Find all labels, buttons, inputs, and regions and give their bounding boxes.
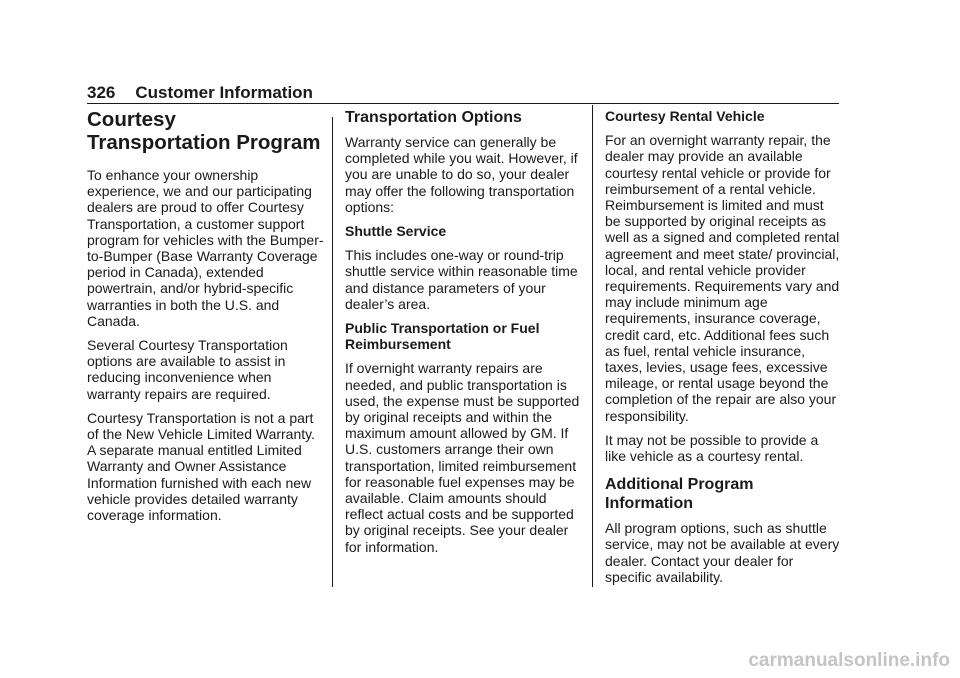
paragraph-warranty: Courtesy Transportation is not a part of the New Vehicle Limited Warranty. A separate manual entitled Limited Warranty and Owner Assistance Information furnished with each new vehicle provides detailed warranty coverage information.: [87, 409, 315, 524]
column-divider-left: [332, 117, 333, 587]
column-middle: [345, 108, 580, 563]
paragraph-courtesy-rental: For an overnight warranty repair, the dealer may provide an available courtesy rental vehicle or provide for reimbursement of a rental vehicle. Reimbursement is limited and must be supported by original receipts as well as a signed and completed rental agreement and meet state/ provincial, local, and rental vehicle provider requirements. Requirements vary and may include minimum age requirements, insurance coverage, credit card, etc. Additional fees such as fuel, rental vehicle insurance, taxes, levies, usage fees, excessive mileage, or rental usage beyond the completion of the repair are also your responsibility.: [605, 132, 840, 424]
paragraph-rental-note: It may not be possible to provide a like vehicle as a courtesy rental.: [605, 431, 819, 465]
subheading-public-transportation: Public Transportation or Fuel Reimbursement: [345, 320, 540, 353]
watermark: carmanualsonline.info: [748, 650, 950, 671]
paragraph-additional-info: All program options, such as shuttle service, may not be available at every dealer. Contact your dealer for specific availability.: [605, 520, 840, 585]
column-divider-right: [592, 105, 593, 587]
subheading-shuttle-service: Shuttle Service: [345, 223, 447, 240]
subheading-courtesy-rental: Courtesy Rental Vehicle: [605, 108, 765, 124]
section-heading-courtesy-transportation: Courtesy Transportation Program: [87, 108, 321, 154]
column-right: [605, 108, 841, 593]
page-header: [87, 82, 839, 104]
heading-additional-program-information: Additional Program Information: [605, 476, 754, 513]
section-title: Customer Information: [135, 83, 313, 102]
paragraph-public-transportation: If overnight warranty repairs are needed, and public transportation is used, the expense must be supported by original receipts and within the maximum amount allowed by GM. If U.S. customers arrange their own transportation, limited reimbursement for reasonable fuel expenses may be available. Claim amounts should reflect actual costs and be supported by original receipts. See your dealer for information.: [345, 360, 580, 555]
paragraph-transportation-intro: Warranty service can generally be completed while you wait. However, if you are unable to do so, your dealer may offer the following transportation options:: [345, 134, 578, 215]
header-rule: [87, 103, 839, 104]
paragraph-shuttle-service: This includes one-way or round-trip shuttle service within reasonable time and distance parameters of your dealer’s area.: [345, 247, 578, 312]
paragraph-options: Several Courtesy Transportation options are available to assist in reducing inconvenience when warranty repairs are required.: [87, 337, 288, 402]
page-number: 326: [87, 83, 116, 102]
heading-transportation-options: Transportation Options: [345, 109, 522, 126]
paragraph-intro: To enhance your ownership experience, we and our participating dealers are proud to offer Courtesy Transportation, a customer support program for vehicles with the Bumper-to-Bumper (Base Warranty Coverage period in Canada), extended powertrain, and/or hybrid-specific warranties in both the U.S. and Canada.: [87, 167, 324, 329]
column-left: [87, 108, 325, 531]
